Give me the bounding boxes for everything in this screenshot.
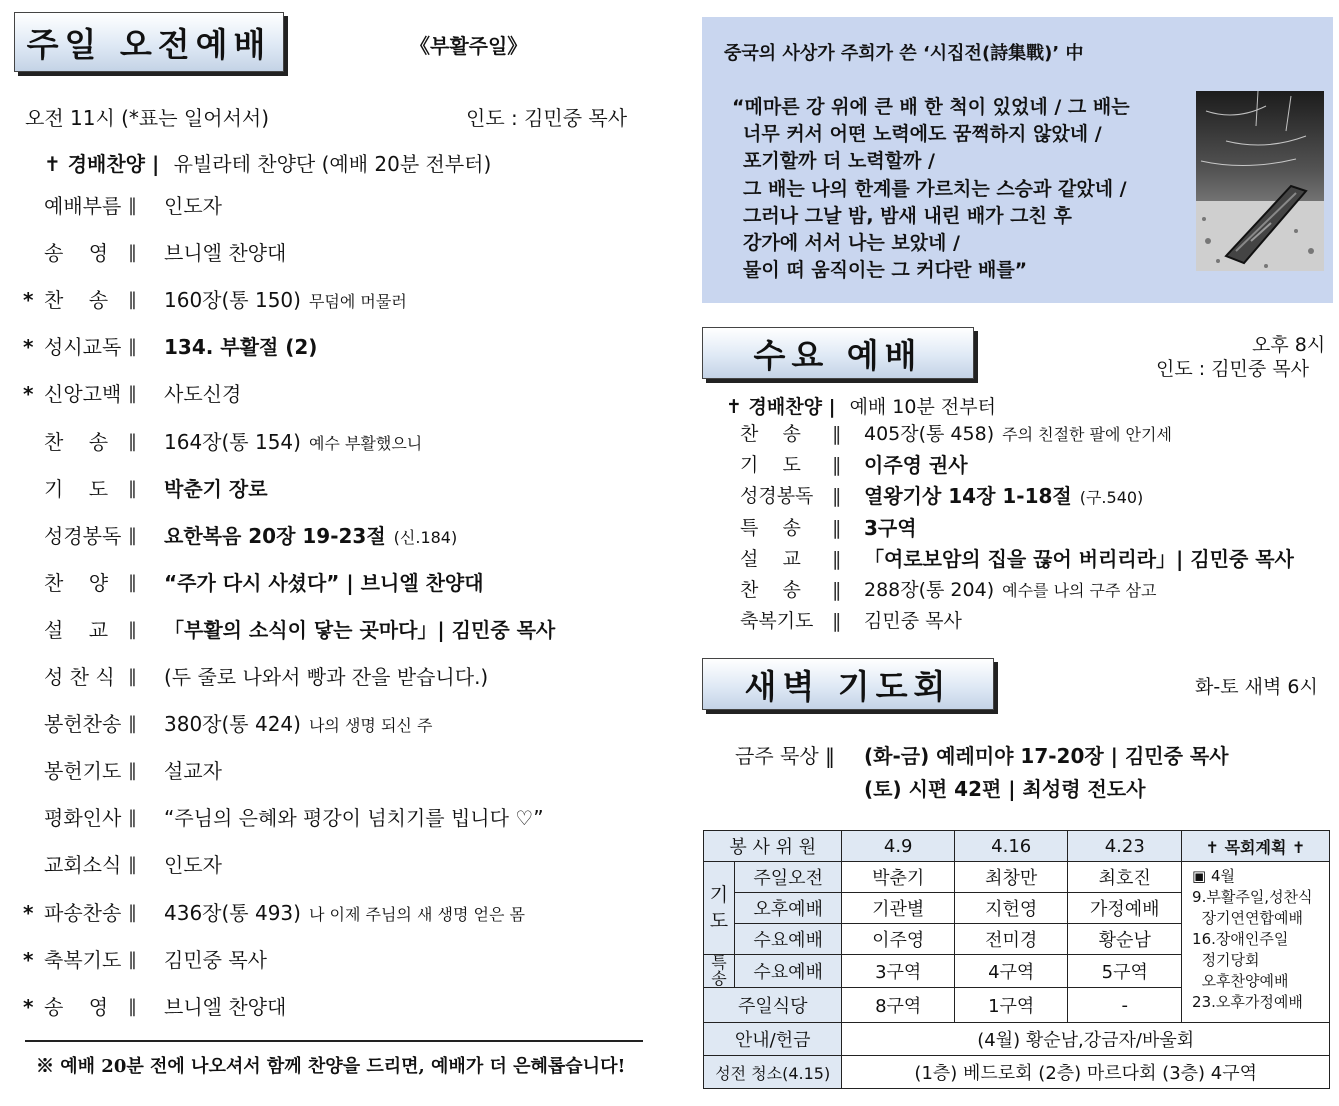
order-item	[44, 430, 644, 456]
order-item-value	[164, 901, 525, 927]
order-item-value	[164, 948, 267, 972]
order-item-main: 브니엘 찬양대	[164, 995, 287, 1019]
order-item-value	[164, 571, 484, 595]
separator: ‖	[128, 949, 137, 970]
wednesday-item-value	[864, 547, 1294, 572]
dawn-label: 금주 묵상 ‖	[735, 744, 835, 768]
order-item-main: 설교자	[164, 759, 222, 783]
row-label: 주일오전	[734, 862, 842, 893]
dawn-line-1: (화-금) 예레미야 17-20장 | 김민중 목사	[864, 744, 1229, 768]
order-item	[44, 853, 644, 879]
order-item-main: 브니엘 찬양대	[164, 241, 287, 265]
service-table	[703, 830, 1330, 1089]
separator: ‖	[128, 431, 137, 452]
order-item-main: 인도자	[164, 194, 222, 218]
poem-line: 너무 커서 어떤 노력에도 꿈쩍하지 않았네 /	[743, 123, 1102, 146]
order-item	[44, 477, 644, 503]
order-item-value	[164, 288, 407, 314]
wednesday-opening-label: ✝ 경배찬양 |	[726, 396, 836, 418]
plan-line: 9.부활주일,성찬식	[1192, 888, 1313, 906]
order-item-value	[164, 382, 241, 406]
plan-line: 정기당회	[1192, 951, 1260, 969]
wednesday-item-label: 특 송	[740, 517, 801, 539]
order-item	[44, 806, 644, 832]
order-item-label: 성시교독	[44, 335, 122, 359]
wednesday-item-label: 찬 송	[740, 423, 801, 445]
wednesday-item-main: 288장(통 204)	[864, 579, 995, 601]
wednesday-opening	[726, 392, 996, 419]
wednesday-item-main: 이주영 권사	[864, 453, 968, 477]
poem-line: 그 배는 나의 한계를 가르치는 스승과 같았네 /	[743, 177, 1127, 200]
table-header-date-2: 4.16	[954, 831, 1068, 862]
boat-photo	[1196, 91, 1324, 271]
table-cell: 1구역	[954, 988, 1068, 1023]
sunday-subtitle: 《부활주일》	[410, 34, 528, 58]
order-item-value	[164, 995, 286, 1019]
order-item	[44, 194, 644, 220]
separator: ‖	[128, 807, 137, 828]
order-item	[23, 995, 644, 1021]
order-item	[44, 618, 644, 644]
wednesday-item-value	[864, 484, 1143, 510]
wednesday-item-note: (구.540)	[1079, 488, 1144, 507]
order-item	[44, 665, 644, 691]
dawn-title-banner	[702, 658, 994, 710]
separator: ‖	[128, 383, 137, 404]
row-label: 오후예배	[734, 893, 842, 924]
order-item-main: 164장(통 154)	[164, 430, 301, 454]
order-item	[23, 901, 644, 927]
order-item-main: 160장(통 150)	[164, 288, 301, 312]
special-group-label: 특 송	[711, 953, 727, 988]
separator: ‖	[128, 666, 137, 687]
order-item-note: 예수 부활했으니	[308, 434, 423, 453]
wednesday-item-value	[864, 422, 1172, 447]
order-item-value	[164, 806, 544, 830]
guide-value: (4월) 황순남,강금자/바울회	[842, 1023, 1330, 1056]
order-item-label: 성 찬 식	[44, 665, 115, 689]
wednesday-title: 수요 예배	[753, 335, 923, 375]
standing-marker: *	[23, 901, 34, 925]
prayer-group-cell	[704, 862, 735, 955]
order-item-label: 찬 송	[44, 430, 109, 454]
separator: ‖	[128, 713, 137, 734]
plan-line: 장기연연합예배	[1192, 909, 1303, 927]
table-header-plan: ✝ 목회계획 ✝	[1182, 831, 1330, 862]
order-item-main: 김민중 목사	[164, 948, 267, 972]
dawn-line-2: (토) 시편 42편 | 최성령 전도사	[864, 777, 1146, 801]
separator: ‖	[832, 423, 842, 445]
poem-box	[702, 17, 1333, 303]
wednesday-opening-value: 예배 10분 전부터	[849, 396, 996, 418]
row-label: 안내/헌금	[704, 1023, 842, 1056]
order-item-label: 신앙고백	[44, 382, 122, 406]
order-item-main: 134. 부활절 (2)	[164, 335, 318, 359]
poem-line: 물이 떠 움직이는 그 커다란 배를”	[743, 259, 1028, 282]
wednesday-item-label: 설 교	[740, 548, 801, 570]
table-cell: 박춘기	[842, 862, 954, 893]
order-item-main: “주님의 은혜와 평강이 넘치기를 빕니다 ♡”	[164, 806, 544, 830]
wednesday-item-label: 기 도	[740, 454, 801, 476]
separator: ‖	[128, 242, 137, 263]
table-cell: 최창만	[954, 862, 1068, 893]
wednesday-time: 오후 8시	[1252, 334, 1326, 356]
table-cell: -	[1068, 988, 1182, 1023]
order-item-label: 봉헌찬송	[44, 712, 122, 736]
plan-line: 오후찬양예배	[1192, 972, 1289, 990]
plan-line: 23.오후가정예배	[1192, 993, 1303, 1011]
plan-line: 16.장애인주일	[1192, 930, 1289, 948]
table-cell: 3구역	[842, 955, 954, 988]
order-item-main: 436장(통 493)	[164, 901, 301, 925]
standing-marker: *	[23, 995, 34, 1019]
order-item	[23, 288, 644, 314]
table-cell: 황순남	[1068, 924, 1182, 955]
wednesday-item	[740, 516, 917, 540]
order-item-main: 사도신경	[164, 382, 242, 406]
separator: ‖	[128, 996, 137, 1017]
poem-line: 그러나 그날 밤, 밤새 내린 배가 그친 후	[743, 204, 1072, 227]
order-item-main: 「부활의 소식이 닿는 곳마다」| 김민중 목사	[164, 618, 556, 642]
table-header-role: 봉 사 위 원	[704, 831, 842, 862]
wednesday-item	[740, 547, 1294, 571]
poem-heading: 중국의 사상가 주희가 쓴 ‘시집전(詩集戰)’ 中	[724, 43, 1084, 64]
order-item	[23, 382, 644, 408]
table-cell: 이주영	[842, 924, 954, 955]
order-item-value	[164, 194, 222, 218]
separator: ‖	[128, 478, 137, 499]
wednesday-item-label: 성경봉독	[740, 485, 814, 507]
row-label: 수요예배	[734, 924, 842, 955]
wednesday-item-value	[864, 516, 917, 541]
sunday-title: 주일 오전예배	[26, 24, 272, 64]
opening-label: ✝ 경배찬양 |	[44, 152, 160, 176]
wednesday-item	[740, 484, 1144, 508]
wednesday-item-main: 3구역	[864, 516, 917, 540]
separator: ‖	[128, 902, 137, 923]
order-item-label: 찬 양	[44, 571, 109, 595]
order-item-label: 기 도	[44, 477, 109, 501]
prayer-group-label: 기 도	[709, 884, 729, 932]
order-item	[44, 571, 644, 597]
separator: ‖	[832, 485, 842, 507]
separator: ‖	[128, 336, 137, 357]
order-item-value	[164, 335, 317, 359]
order-item-label: 찬 송	[44, 288, 109, 312]
separator: ‖	[128, 289, 137, 310]
order-item-label: 성경봉독	[44, 524, 122, 548]
order-item-value	[164, 759, 222, 783]
order-item-value	[164, 665, 488, 689]
order-item-label: 봉헌기도	[44, 759, 122, 783]
wednesday-item-label: 축복기도	[740, 610, 814, 632]
separator: ‖	[832, 610, 842, 632]
separator: ‖	[832, 548, 842, 570]
standing-marker: *	[23, 288, 34, 312]
order-item-label: 파송찬송	[44, 901, 122, 925]
poem-line: 강가에 서서 나는 보았네 /	[743, 232, 960, 254]
plan-cell	[1182, 862, 1330, 1023]
dawn-title: 새벽 기도회	[744, 666, 952, 706]
clean-value: (1층) 베드로회 (2층) 마르다회 (3층) 4구역	[842, 1056, 1330, 1089]
separator: ‖	[832, 579, 842, 601]
order-item-value	[164, 853, 222, 877]
standing-marker: *	[23, 948, 34, 972]
wednesday-item	[740, 609, 962, 633]
wednesday-item-value	[864, 609, 962, 633]
separator: ‖	[128, 525, 137, 546]
order-item-value	[164, 477, 268, 501]
order-item-main: 박춘기 장로	[164, 477, 268, 501]
row-label: 주일식당	[704, 988, 842, 1023]
table-cell: 가정예배	[1068, 893, 1182, 924]
order-item-main: (두 줄로 나와서 빵과 잔을 받습니다.)	[164, 665, 489, 689]
order-item	[23, 948, 644, 974]
plan-line: ▣ 4월	[1192, 867, 1236, 885]
separator: ‖	[128, 854, 137, 875]
wednesday-item	[740, 422, 1172, 446]
separator: ‖	[832, 517, 842, 539]
wednesday-item-value	[864, 578, 1156, 603]
wednesday-item-main: 김민중 목사	[864, 610, 962, 632]
order-item-main: 인도자	[164, 853, 222, 877]
wednesday-item-label: 찬 송	[740, 579, 801, 601]
table-cell: 4구역	[954, 955, 1068, 988]
order-item-label: 예배부름	[44, 194, 122, 218]
wednesday-item	[740, 578, 1157, 602]
separator: ‖	[128, 572, 137, 593]
table-cell: 지헌영	[954, 893, 1068, 924]
table-header-date-3: 4.23	[1068, 831, 1182, 862]
table-cell: 5구역	[1068, 955, 1182, 988]
poem-line: “메마른 강 위에 큰 배 한 척이 있었네 / 그 배는	[732, 96, 1130, 118]
sunday-time-line: 오전 11시 (*표는 일어서서)	[25, 106, 270, 130]
opening-value: 유빌라테 찬양단 (예배 20분 전부터)	[173, 152, 492, 176]
wednesday-item	[740, 453, 968, 477]
order-item-value	[164, 618, 555, 642]
sunday-opening	[44, 148, 491, 177]
order-item-note: 무덤에 머물러	[308, 292, 407, 311]
order-item-note: (신.184)	[393, 528, 458, 547]
row-label: 수요예배	[734, 955, 842, 988]
standing-marker: *	[23, 335, 34, 359]
table-cell: 전미경	[954, 924, 1068, 955]
separator: ‖	[128, 760, 137, 781]
order-item-value	[164, 524, 457, 550]
order-item-main: 요한복음 20장 19-23절	[164, 524, 386, 548]
sunday-leader: 인도 : 김민중 목사	[466, 106, 628, 130]
order-item	[44, 241, 644, 267]
order-item-main: 380장(통 424)	[164, 712, 301, 736]
table-cell: 최호진	[1068, 862, 1182, 893]
sunday-footer: ※ 예배 20분 전에 나오셔서 함께 찬양을 드리면, 예배가 더 은혜롭습니다!	[36, 1056, 626, 1077]
order-item-main: “주가 다시 사셨다” | 브니엘 찬양대	[164, 571, 484, 595]
wednesday-item-main: 405장(통 458)	[864, 423, 995, 445]
order-item-note: 나의 생명 되신 주	[308, 716, 433, 735]
separator: ‖	[832, 454, 842, 476]
order-item-note: 나 이제 주님의 새 생명 얻은 몸	[308, 905, 525, 924]
table-cell: 8구역	[842, 988, 954, 1023]
poem-line: 포기할까 더 노력할까 /	[743, 150, 935, 173]
order-item-label: 송 영	[44, 995, 109, 1019]
order-item-value	[164, 241, 286, 265]
order-item-label: 설 교	[44, 618, 109, 642]
order-item	[23, 335, 644, 361]
order-item-label: 평화인사	[44, 806, 122, 830]
special-group-cell	[704, 955, 735, 988]
standing-marker: *	[23, 382, 34, 406]
order-item	[44, 712, 644, 738]
sunday-title-banner	[14, 12, 284, 72]
wednesday-item-value	[864, 453, 968, 478]
separator: ‖	[128, 195, 137, 216]
table-cell: 기관별	[842, 893, 954, 924]
dawn-time: 화-토 새벽 6시	[1195, 676, 1318, 698]
order-item-label: 교회소식	[44, 853, 122, 877]
wednesday-item-main: 열왕기상 14장 1-18절	[864, 484, 1072, 508]
order-item-value	[164, 430, 422, 456]
row-label: 성전 청소(4.15)	[704, 1056, 842, 1089]
wednesday-item-note: 주의 친절한 팔에 안기세	[1002, 425, 1172, 444]
plan-list	[1192, 866, 1325, 1013]
wednesday-title-banner	[702, 327, 974, 379]
order-item	[44, 524, 644, 550]
order-item-label: 축복기도	[44, 948, 122, 972]
order-item-value	[164, 712, 432, 738]
footer-divider	[25, 1040, 643, 1042]
wednesday-item-main: 「여로보암의 집을 끊어 버리리라」| 김민중 목사	[864, 547, 1294, 571]
separator: ‖	[128, 619, 137, 640]
order-item	[44, 759, 644, 785]
wednesday-leader: 인도 : 김민중 목사	[1156, 358, 1309, 380]
order-item-label: 송 영	[44, 241, 109, 265]
wednesday-item-note: 예수를 나의 구주 삼고	[1002, 581, 1157, 600]
table-header-date-1: 4.9	[842, 831, 954, 862]
